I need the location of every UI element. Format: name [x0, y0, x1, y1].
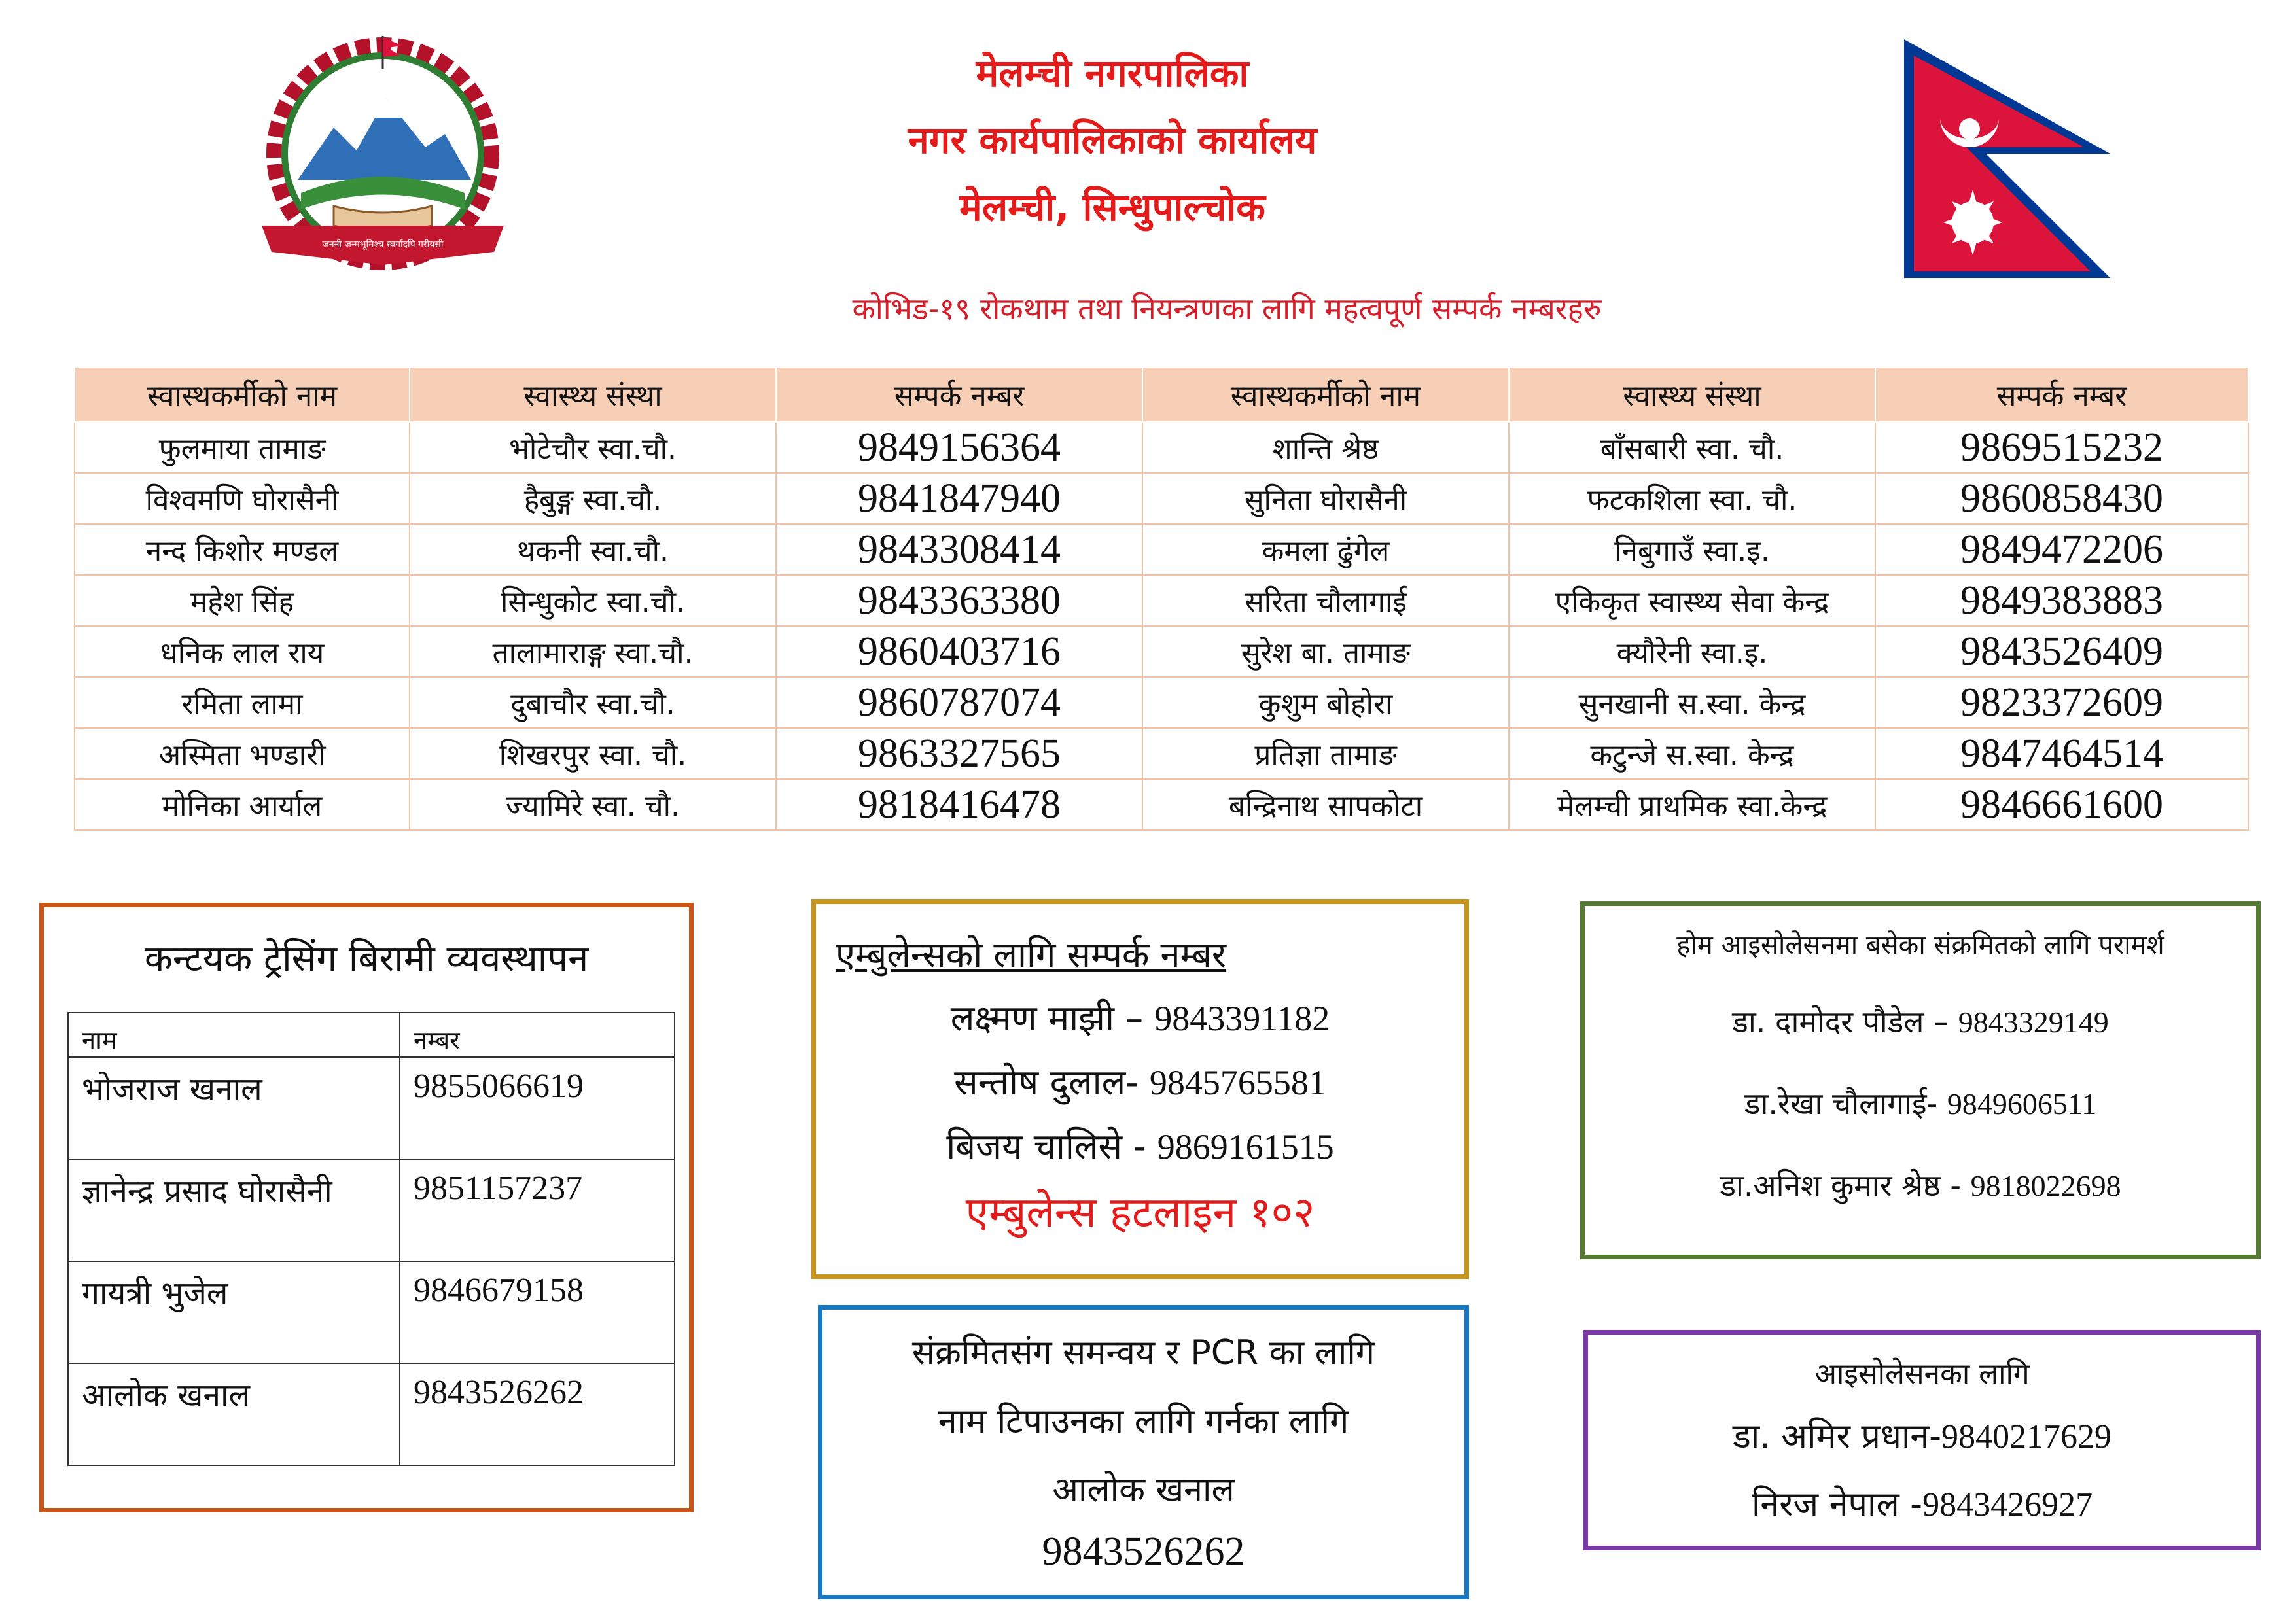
table-row — [75, 626, 2248, 677]
table-row — [75, 575, 2248, 626]
phone-number: 9843526262 — [400, 1363, 675, 1465]
contact-number: 9860787074 — [776, 677, 1142, 728]
health-institution: सुनखानी स.स्वा. केन्द्र — [1509, 677, 1875, 728]
doctor-number: 9849606511 — [1947, 1087, 2097, 1121]
table-row — [68, 1159, 675, 1261]
health-institution: थकनी स्वा.चौ. — [410, 524, 776, 575]
document-subtitle: कोभिड-१९ रोकथाम तथा नियन्त्रणका लागि महत्वपूर्ण सम्पर्क नम्बरहरु — [852, 291, 1602, 326]
column-header: स्वास्थकर्मीको नाम — [75, 367, 410, 422]
column-header: स्वास्थकर्मीको नाम — [1142, 367, 1509, 422]
worker-name: कमला ढुंगेल — [1142, 524, 1509, 575]
person-name: ज्ञानेन्द्र प्रसाद घोरासैनी — [68, 1159, 400, 1261]
pcr-contact-number: 9843526262 — [1042, 1529, 1245, 1574]
health-institution: ज्यामिरे स्वा. चौ. — [410, 779, 776, 830]
person-name: गायत्री भुजेल — [68, 1261, 400, 1363]
worker-name: नन्द किशोर मण्डल — [75, 524, 410, 575]
worker-name: सुरेश बा. तामाङ — [1142, 626, 1509, 677]
contact-number: 9818416478 — [776, 779, 1142, 830]
table-row — [75, 422, 2248, 473]
person-name: भोजराज खनाल — [68, 1057, 400, 1159]
worker-name: धनिक लाल राय — [75, 626, 410, 677]
health-institution: एकिकृत स्वास्थ्य सेवा केन्द्र — [1509, 575, 1875, 626]
isolation-contact-2 — [1588, 1480, 2256, 1526]
table-row — [75, 728, 2248, 779]
contact-number: 9823372609 — [1875, 677, 2248, 728]
ambulance-hotline: एम्बुलेन्स हटलाइन १०२ — [965, 1189, 1315, 1237]
phone-number: 9846679158 — [400, 1261, 675, 1363]
contact-number: 9849383883 — [1875, 575, 2248, 626]
pcr-line-1: संक्रमितसंग समन्वय र PCR का लागि — [911, 1333, 1375, 1372]
worker-name: शान्ति श्रेष्ठ — [1142, 422, 1509, 473]
worker-name: मोनिका आर्याल — [75, 779, 410, 830]
table-row — [68, 1261, 675, 1363]
column-header: स्वास्थ्य संस्था — [410, 367, 776, 422]
health-workers-table — [74, 366, 2249, 831]
worker-name: विश्वमणि घोरासैनी — [75, 473, 410, 524]
emblem-motto: जननी जन्मभूमिश्च स्वर्गादपि गरीयसी — [322, 239, 444, 250]
contact-number: 9860403716 — [776, 626, 1142, 677]
column-header-number: नम्बर — [400, 1013, 675, 1057]
contact-name: निरज नेपाल - — [1751, 1485, 1923, 1524]
isolation-contact-1 — [1588, 1412, 2256, 1458]
office-name: नगर कार्यपालिकाको कार्यालय — [908, 118, 1317, 162]
health-institution: सिन्धुकोट स्वा.चौ. — [410, 575, 776, 626]
doctor-number: 9818022698 — [1970, 1169, 2121, 1202]
contact-tracing-table — [67, 1012, 675, 1466]
ambulance-title: एम्बुलेन्सको लागि सम्पर्क नम्बर — [836, 934, 1227, 975]
contact-number: 9869161515 — [1157, 1127, 1334, 1166]
contact-number: 9843308414 — [776, 524, 1142, 575]
contact-number: 9843391182 — [1154, 999, 1330, 1038]
contact-name: बिजय चालिसे - — [946, 1126, 1146, 1167]
contact-number: 9843426927 — [1922, 1486, 2093, 1524]
health-institution: शिखरपुर स्वा. चौ. — [410, 728, 776, 779]
health-institution: बाँसबारी स्वा. चौ. — [1509, 422, 1875, 473]
contact-tracing-title: कन्टयक ट्रेसिंग बिरामी व्यवस्थापन — [144, 937, 589, 980]
column-header: सम्पर्क नम्बर — [1875, 367, 2248, 422]
contact-tracing-box — [39, 903, 694, 1512]
home-isolation-title: होम आइसोलेसनमा बसेका संक्रमितको लागि परामर्श — [1676, 930, 2164, 960]
table-row — [68, 1363, 675, 1465]
doctor-contact-3 — [1585, 1164, 2256, 1205]
nepal-flag — [1901, 36, 2117, 281]
contact-number: 9841847940 — [776, 473, 1142, 524]
contact-number: 9845765581 — [1149, 1063, 1326, 1102]
isolation-box — [1583, 1330, 2261, 1550]
worker-name: कुशुम बोहोरा — [1142, 677, 1509, 728]
health-institution: तालामाराङ्ग स्वा.चौ. — [410, 626, 776, 677]
isolation-title: आइसोलेसनका लागि — [1814, 1357, 2030, 1391]
health-institution: क्यौरेनी स्वा.इ. — [1509, 626, 1875, 677]
contact-number: 9843363380 — [776, 575, 1142, 626]
contact-number: 9849472206 — [1875, 524, 2248, 575]
contact-name: डा. अमिर प्रधान- — [1732, 1417, 1942, 1456]
nepal-emblem-logo — [236, 29, 530, 285]
contact-number: 9846661600 — [1875, 779, 2248, 830]
doctor-name: डा. दामोदर पौडेल – — [1732, 1004, 1949, 1039]
contact-name: लक्ष्मण माझी – — [950, 998, 1144, 1039]
health-institution: भोटेचौर स्वा.चौ. — [410, 422, 776, 473]
worker-name: महेश सिंह — [75, 575, 410, 626]
table-row — [75, 677, 2248, 728]
contact-number: 9849156364 — [776, 422, 1142, 473]
doctor-contact-2 — [1585, 1083, 2256, 1123]
doctor-number: 9843329149 — [1958, 1005, 2109, 1039]
ambulance-contact-2 — [816, 1056, 1464, 1105]
contact-number: 9869515232 — [1875, 422, 2248, 473]
table-row — [75, 779, 2248, 830]
person-name: आलोक खनाल — [68, 1363, 400, 1465]
worker-name: रमिता लामा — [75, 677, 410, 728]
worker-name: अस्मिता भण्डारी — [75, 728, 410, 779]
health-institution: हैबुङ्ग स्वा.चौ. — [410, 473, 776, 524]
table-row — [75, 473, 2248, 524]
health-institution: निबुगाउँ स्वा.इ. — [1509, 524, 1875, 575]
ambulance-contact-1 — [816, 992, 1464, 1041]
contact-number: 9843526409 — [1875, 626, 2248, 677]
phone-number: 9855066619 — [400, 1057, 675, 1159]
table-header-row — [75, 367, 2248, 422]
column-header: सम्पर्क नम्बर — [776, 367, 1142, 422]
municipality-name: मेलम्ची नगरपालिका — [976, 51, 1249, 96]
worker-name: सुनिता घोरासैनी — [1142, 473, 1509, 524]
column-header: स्वास्थ्य संस्था — [1509, 367, 1875, 422]
worker-name: प्रतिज्ञा तामाङ — [1142, 728, 1509, 779]
pcr-line-2: नाम टिपाउनका लागि गर्नका लागि — [938, 1402, 1349, 1441]
column-header-name: नाम — [68, 1013, 400, 1057]
table-row — [68, 1057, 675, 1159]
contact-number: 9840217629 — [1941, 1418, 2112, 1456]
worker-name: बन्द्रिनाथ सापकोटा — [1142, 779, 1509, 830]
contact-number: 9863327565 — [776, 728, 1142, 779]
contact-name: सन्तोष दुलाल- — [954, 1062, 1139, 1103]
doctor-contact-1 — [1585, 1001, 2256, 1041]
worker-name: सरिता चौलागाई — [1142, 575, 1509, 626]
phone-number: 9851157237 — [400, 1159, 675, 1261]
health-institution: दुबाचौर स्वा.चौ. — [410, 677, 776, 728]
ambulance-box — [811, 899, 1469, 1279]
table-header-row — [68, 1013, 675, 1057]
health-institution: फटकशिला स्वा. चौ. — [1509, 473, 1875, 524]
contact-number: 9860858430 — [1875, 473, 2248, 524]
office-location: मेलम्ची, सिन्धुपाल्चोक — [959, 185, 1265, 230]
pcr-coordination-box — [818, 1305, 1469, 1599]
health-institution: कटुन्जे स.स्वा. केन्द्र — [1509, 728, 1875, 779]
health-institution: मेलम्ची प्राथमिक स्वा.केन्द्र — [1509, 779, 1875, 830]
worker-name: फुलमाया तामाङ — [75, 422, 410, 473]
doctor-name: डा.रेखा चौलागाई- — [1744, 1086, 1938, 1121]
doctor-name: डा.अनिश कुमार श्रेष्ठ - — [1720, 1168, 1962, 1203]
pcr-contact-name: आलोक खनाल — [1052, 1471, 1235, 1510]
ambulance-contact-3 — [816, 1121, 1464, 1169]
table-row — [75, 524, 2248, 575]
home-isolation-box — [1580, 901, 2261, 1259]
contact-number: 9847464514 — [1875, 728, 2248, 779]
